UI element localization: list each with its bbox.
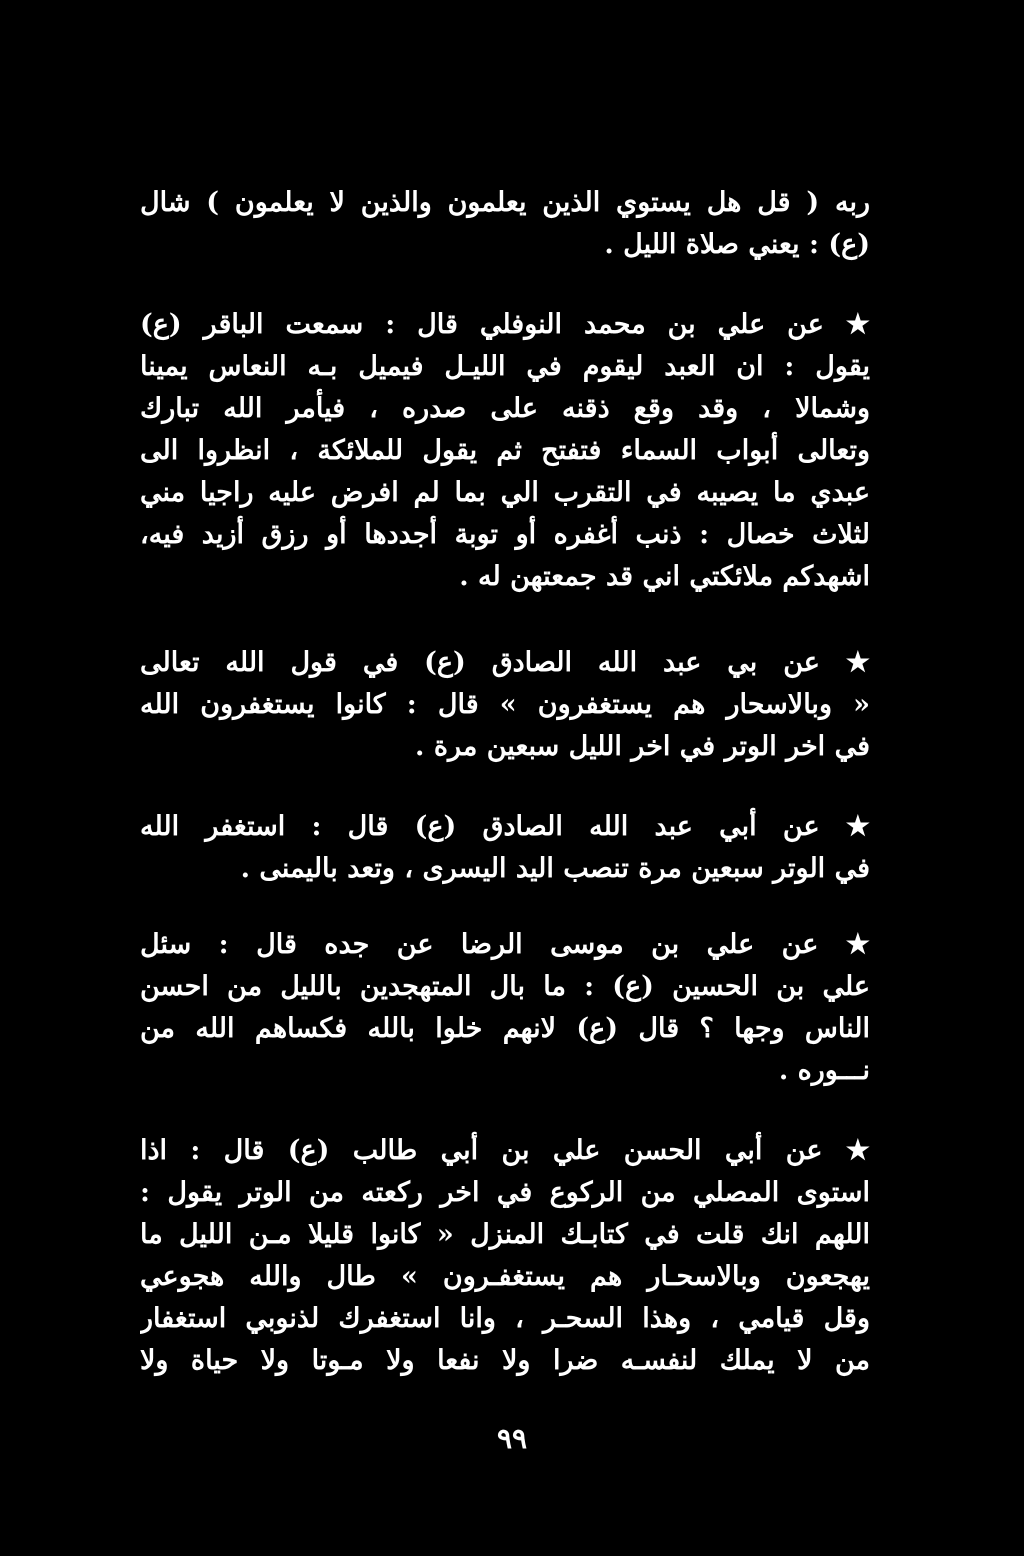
text-line: وشمالا ، وقد وقع ذقنه على صدره ، فيأمر الله تبارك — [140, 393, 870, 424]
text-line: ★ عن أبي الحسن علي بن أبي طالب (ع) قال : اذا — [140, 1135, 870, 1166]
text-line: ★ عن أبي عبد الله الصادق (ع) قال : استغفر الله — [140, 811, 870, 842]
text-line: اللهم انك قلت في كتابـك المنزل « كانوا قليلا مـن الليل ما — [140, 1219, 870, 1250]
paragraph-1 — [140, 182, 870, 266]
text-line: ربه ( قل هل يستوي الذين يعلمون والذين لا يعلمون ) شال — [140, 187, 870, 218]
text-line: نـــوره . — [778, 1055, 870, 1086]
paragraph-4 — [140, 806, 870, 890]
paragraph-2 — [140, 304, 870, 598]
text-line: يقول : ان العبد ليقوم في الليـل فيميل بـه النعاس يمينا — [140, 351, 870, 382]
paragraph-6 — [140, 1130, 870, 1382]
text-line: الناس وجها ؟ قال (ع) لانهم خلوا بالله فكساهم الله من — [140, 1013, 870, 1044]
text-line: اشهدكم ملائكتي اني قد جمعتهن له . — [459, 561, 870, 592]
text-line: علي بن الحسين (ع) : ما بال المتهجدين بالليل من احسن — [140, 971, 870, 1002]
text-line: في اخر الوتر في اخر الليل سبعين مرة . — [415, 731, 870, 762]
text-line: لثلاث خصال : ذنب أغفره أو توبة أجددها أو رزق أزيد فيه، — [140, 519, 870, 550]
text-line: وتعالى أبواب السماء فتفتح ثم يقول للملائكة ، انظروا الى — [140, 435, 870, 466]
text-line: ★ عن علي بن موسى الرضا عن جده قال : سئل — [140, 929, 870, 960]
paragraph-3 — [140, 642, 870, 768]
text-line: ★ عن بي عبد الله الصادق (ع) في قول الله تعالى — [140, 647, 870, 678]
text-line: عبدي ما يصيبه في التقرب الي بما لم افرض عليه راجيا مني — [140, 477, 870, 508]
text-line: « وبالاسحار هم يستغفرون » قال : كانوا يستغفرون الله — [140, 689, 870, 720]
text-line: ★ عن علي بن محمد النوفلي قال : سمعت الباقر (ع) — [140, 309, 870, 340]
text-line: يهجعون وبالاسحـار هم يستغفـرون » طال والله هجوعي — [140, 1261, 870, 1292]
text-line: (ع) : يعني صلاة الليل . — [604, 229, 870, 260]
text-line: من لا يملك لنفسـه ضرا ولا نفعا ولا مـوتا ولا حياة ولا — [140, 1345, 870, 1376]
text-line: وقل قيامي ، وهذا السحـر ، وانا استغفرك لذنوبي استغفار — [140, 1303, 870, 1334]
text-line: في الوتر سبعين مرة تنصب اليد اليسرى ، وتعد باليمنى . — [240, 853, 870, 884]
page-number: ٩٩ — [496, 1422, 528, 1455]
paragraph-5 — [140, 924, 870, 1092]
text-line: استوى المصلي من الركوع في اخر ركعته من الوتر يقول : — [140, 1177, 870, 1208]
